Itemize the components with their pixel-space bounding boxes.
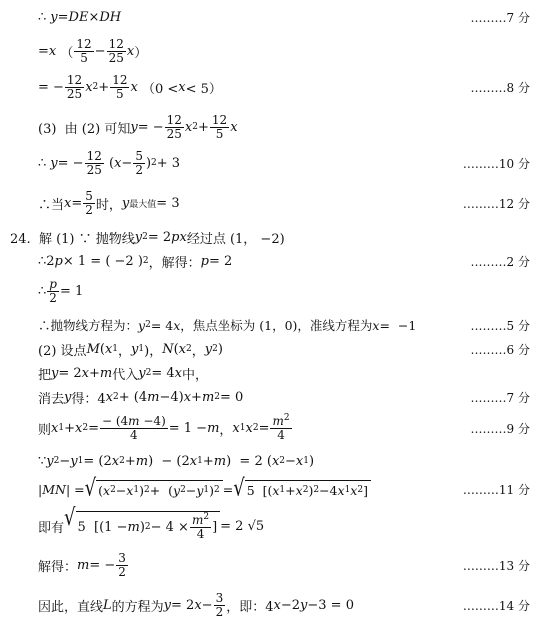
math-expression: 消去 y 得：4 x 2 + (4 m −4) x + m 2 = 0	[38, 389, 244, 407]
solution-line	[0, 412, 542, 444]
solution-line	[0, 112, 542, 142]
solution-line	[0, 6, 542, 28]
math-expression: ∵ y 2 − y 1 = (2 x 2 + m ) − (2 x 1 + m ) = 2 ( x 2 − x 1 )	[38, 453, 315, 469]
solution-line	[0, 276, 542, 306]
fraction: $\frac{12}{5}$	[211, 112, 228, 141]
points-label: ………11 分	[462, 482, 530, 497]
math-expression: ∴ $\frac{p}{2}$ = 1	[38, 276, 84, 305]
solution-line	[0, 188, 542, 218]
fraction: $\frac{12}{5}$	[76, 36, 92, 65]
square-root: √ 5 [(1 − m ) 2 − 4 × $\frac{m^2}{4}$ ]	[64, 511, 220, 540]
solution-line	[0, 72, 542, 102]
fraction: $\frac{p}{2}$	[49, 276, 57, 305]
points-label: ………7 分	[470, 390, 530, 405]
fraction: $\frac{12}{25}$	[66, 72, 83, 101]
points-label: ………12 分	[462, 196, 530, 211]
solution-line	[0, 148, 542, 178]
math-expression: 把 y = 2 x + m 代入 y 2 = 4 x 中，	[38, 365, 209, 383]
solution-line	[0, 226, 542, 248]
math-expression: ∴抛物线方程为： y 2 = 4 x ，焦点坐标为 (1，0)，准线方程为 x = −1	[38, 317, 417, 333]
math-expression: (2) 设点 M ( x 1 ， y 1 )， N ( x 2 ， y 2 )	[38, 341, 223, 359]
math-expression: = − $\frac{12}{25}$ x 2 + $\frac{12}{5}$ x （0 < x < 5）	[38, 72, 222, 101]
solution-line	[0, 474, 542, 502]
fraction: $\frac{12}{5}$	[112, 72, 128, 101]
math-expression: (3) 由 (2) 可知 y = − $\frac{12}{25}$ x 2 + $\frac{12}{5}$ x	[38, 112, 238, 141]
fraction: $\frac{12}{25}$	[108, 36, 124, 65]
square-root: √ ( x 2 − x 1 ) 2 + ( y 2 − y 1 ) 2	[85, 480, 223, 498]
solution-line	[0, 450, 542, 472]
math-expression: ∴当 x = $\frac{5}{2}$ 时， y 最大值 = 3	[38, 188, 180, 217]
fraction: $\frac{5}{2}$	[135, 148, 143, 177]
math-expression: 24. 解 (1) ∵ 抛物线 y 2 = 2 px 经过点 (1， −2)	[10, 229, 285, 247]
solution-line	[0, 314, 542, 336]
points-label: ………7 分	[470, 10, 530, 25]
fraction: $\frac{m^2}{4}$	[272, 413, 290, 442]
math-expression: 即有 √ 5 [(1 − m ) 2 − 4 × $\frac{m^2}{4}$ ] = 2 √5	[38, 504, 265, 541]
solution-line	[0, 36, 542, 66]
math-expression: 因此，直线 L 的方程为 y = 2 x − $\frac{3}{2}$ ，即：4 x −2 y −3 = 0	[38, 590, 354, 619]
math-expression: | MN | = √ ( x 2 − x 1 ) 2 + ( y 2 − y 1 ) 2 = √ 5 [( x 1 + x 2 ) 2 −4 x 1 x 2 ]	[38, 480, 371, 498]
points-label: ………13 分	[462, 558, 530, 573]
fraction: $\frac{3}{2}$	[118, 550, 126, 579]
fraction: $\frac{- (4m -4)}{4}$	[101, 413, 166, 442]
solution-line	[0, 386, 542, 408]
solution-line	[0, 504, 542, 542]
points-label: ………2 分	[470, 254, 530, 269]
points-label: ………10 分	[462, 156, 530, 171]
math-expression: ∴ y = − $\frac{12}{25}$ ( x − $\frac{5}{2}$ ) 2 + 3	[38, 148, 181, 177]
solution-line	[0, 590, 542, 620]
points-label: ………5 分	[470, 318, 530, 333]
points-label: ………9 分	[470, 421, 530, 436]
fraction: $\frac{m^2}{4}$	[191, 512, 210, 541]
fraction: $\frac{3}{2}$	[215, 590, 224, 619]
math-expression: = x （ $\frac{12}{5}$ − $\frac{12}{25}$ x ）	[38, 36, 148, 65]
solution-line	[0, 338, 542, 360]
solution-line	[0, 250, 542, 272]
math-expression: 则 x 1 + x 2 = $\frac{- (4m -4)}{4}$ = 1 − m ， x 1 x 2 = $\frac{m^2}{4}$	[38, 413, 290, 442]
math-expression: ∴ y = DE × DH	[38, 9, 122, 25]
points-label: ………6 分	[470, 342, 530, 357]
points-label: ………8 分	[470, 80, 530, 95]
fraction: $\frac{12}{25}$	[166, 112, 182, 141]
math-expression: 解得： m = − $\frac{3}{2}$	[38, 550, 126, 579]
solution-line	[0, 362, 542, 384]
fraction: $\frac{5}{2}$	[85, 188, 93, 217]
square-root: √ 5 [( x 1 + x 2 ) 2 −4 x 1 x 2 ]	[233, 480, 371, 498]
fraction: $\frac{12}{25}$	[86, 148, 102, 177]
math-expression: ∴2 p × 1 = ( −2 ) 2 ，解得： p = 2	[38, 253, 233, 271]
solution-line	[0, 550, 542, 580]
points-label: ………14 分	[462, 598, 530, 613]
